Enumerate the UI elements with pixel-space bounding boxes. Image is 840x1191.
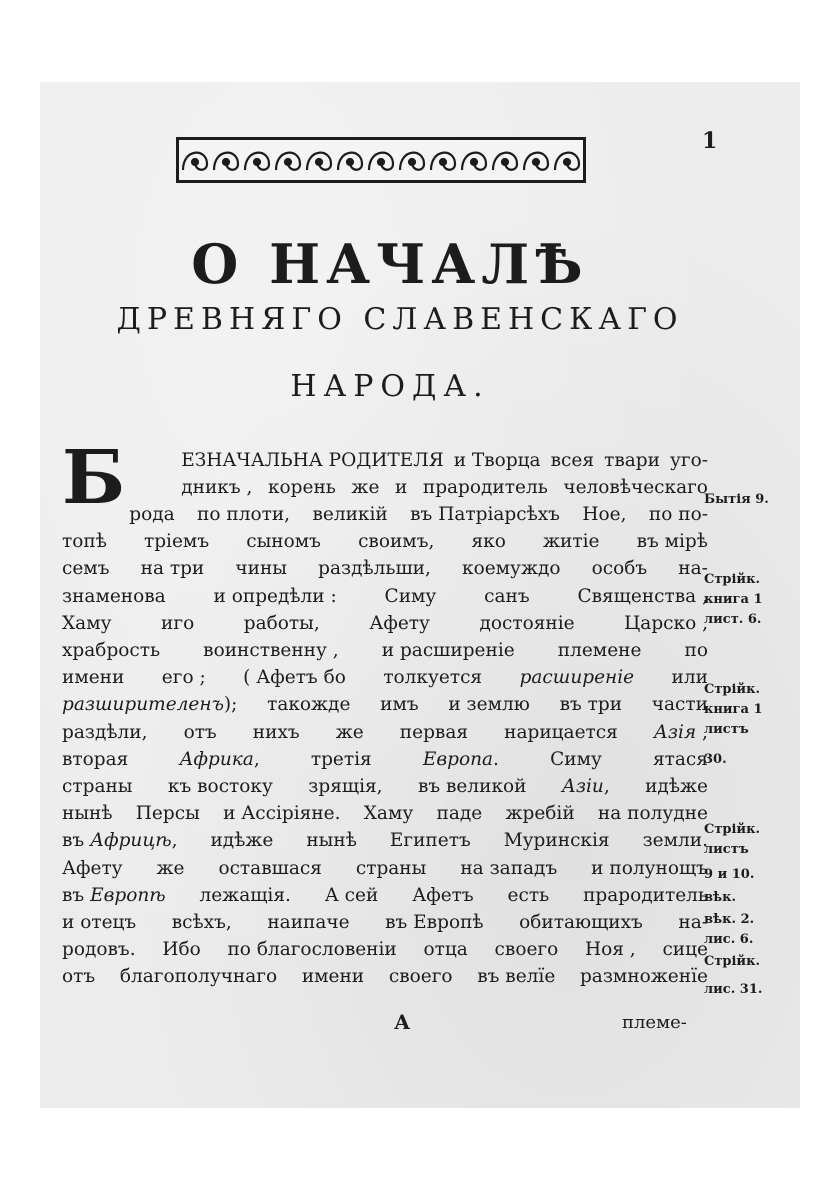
text-line: [62, 855, 708, 882]
margin-note: Стрійк.: [704, 572, 760, 587]
margin-note: лис. 6.: [704, 932, 754, 947]
margin-note: Стрійк.: [704, 682, 760, 697]
text-word: на полудне: [597, 803, 708, 825]
margin-note: листъ: [704, 722, 749, 737]
text-line: [62, 882, 708, 909]
text-line: [62, 827, 708, 854]
text-word: тріемъ: [143, 531, 210, 553]
text-word: по плоти,: [197, 504, 291, 525]
margin-note: листъ: [704, 842, 749, 857]
ornament-dot: [440, 159, 446, 165]
text-word: своимъ,: [358, 531, 435, 553]
text-word: нынѣ: [306, 830, 357, 852]
margin-note: вѣк.: [704, 890, 737, 905]
text-word: по по-: [648, 504, 708, 525]
text-line: [129, 474, 708, 501]
text-line: [62, 610, 708, 637]
text-word: Африка,: [179, 746, 259, 773]
text-word: великій: [312, 504, 388, 525]
text-word: знаменова: [62, 585, 166, 607]
ornament-dot: [502, 159, 508, 165]
text-word: Европа.: [423, 746, 499, 773]
catchword: племе-: [622, 1012, 687, 1033]
margin-note: книга 1: [704, 702, 763, 717]
text-word: нынѣ: [62, 803, 113, 825]
ornament-dot: [471, 159, 477, 165]
text-word: страны: [62, 776, 133, 798]
text-word: на три: [140, 558, 205, 580]
text-word: корень: [267, 477, 336, 499]
text-word: ятася: [652, 748, 708, 770]
italic-word: Африцѣ: [90, 830, 172, 852]
text-word: къ востоку: [167, 776, 273, 798]
text-line: [129, 501, 708, 528]
text-word: Египетъ: [389, 830, 471, 852]
margin-note: лист. 6.: [704, 612, 762, 627]
text-line: [62, 664, 708, 691]
text-word: оставшася: [218, 857, 322, 879]
text-word: идѣже: [210, 830, 274, 852]
text-word: Царско ,: [624, 612, 708, 634]
text-word: топѣ: [62, 531, 107, 553]
text-word: имъ: [380, 694, 419, 716]
title-subtitle-second: НАРОДА.: [290, 369, 490, 404]
text-line: [62, 746, 708, 773]
text-word: племене: [557, 640, 642, 662]
ornament-dot: [533, 159, 539, 165]
text-word: Муринскія: [503, 830, 610, 852]
ornament-dot: [254, 159, 260, 165]
text-line: [62, 528, 708, 555]
text-word: его ;: [161, 667, 206, 689]
text-word: и полунощъ: [591, 857, 708, 879]
text-word: въ Европѣ: [385, 912, 484, 934]
text-word: же: [351, 477, 380, 499]
italic-word: Азіи: [561, 776, 604, 798]
text-word: раздѣльши,: [318, 558, 431, 580]
body-text: [62, 435, 708, 991]
text-word: Священства ,: [577, 585, 708, 607]
text-word: паде: [436, 803, 483, 825]
text-word: въ три: [559, 694, 623, 716]
text-word: житіе: [542, 531, 600, 553]
text-word: Персы: [135, 803, 200, 825]
text-line: [62, 909, 708, 936]
text-word: воинственну ,: [203, 640, 339, 662]
text-word: имени: [62, 667, 125, 689]
italic-word: Европѣ: [90, 884, 166, 906]
ornament-dot: [409, 159, 415, 165]
text-word: въ мірѣ: [636, 531, 708, 553]
text-word: Афету: [62, 857, 123, 879]
floral-headpiece-icon: [176, 137, 586, 183]
text-line: [62, 555, 708, 582]
text-word: и Творца: [453, 450, 541, 471]
margin-note: книга 1: [704, 592, 763, 607]
text-word: первая: [399, 721, 469, 743]
text-word: и расширеніе: [381, 640, 515, 662]
margin-note: вѣк. 2.: [704, 912, 755, 927]
text-word: Азія ,: [654, 719, 708, 746]
text-line: [62, 963, 708, 990]
scanned-page: [40, 82, 800, 1108]
text-word: толкуется: [383, 667, 483, 689]
text-line: [62, 637, 708, 664]
text-word: жребій: [505, 803, 575, 825]
text-word: всѣхъ,: [171, 912, 232, 934]
text-line: [62, 800, 708, 827]
text-word: на-: [678, 558, 708, 580]
text-word: на-: [678, 912, 708, 934]
text-word: рода: [129, 504, 175, 525]
italic-word: расширеніе: [519, 667, 635, 689]
text-line: [62, 773, 708, 800]
text-word: нарицается: [504, 721, 618, 743]
text-word: и: [394, 477, 408, 499]
margin-note: 30.: [704, 752, 727, 767]
italic-word: Азія: [653, 721, 697, 743]
text-word: Симу: [550, 748, 602, 770]
ornament-dot: [223, 159, 229, 165]
text-word: третія: [310, 748, 372, 770]
text-word: обитающихъ: [519, 912, 643, 934]
text-word: ( Афетъ бо: [243, 667, 346, 689]
ornament-dot: [285, 159, 291, 165]
text-word: въ великой: [417, 776, 527, 798]
margin-note: Стрійк.: [704, 954, 760, 969]
ornament-dot: [378, 159, 384, 165]
text-word: по: [684, 640, 708, 662]
text-word: нихъ: [252, 721, 300, 743]
text-word: Ное,: [582, 504, 627, 525]
text-word: Хаму: [62, 612, 112, 634]
text-word: яко: [471, 531, 506, 553]
text-word: родовъ.: [62, 939, 136, 961]
text-word: отца: [423, 939, 468, 961]
text-word: же: [156, 857, 185, 879]
text-word: раздѣли,: [62, 721, 148, 743]
text-word: прародитель: [583, 884, 708, 906]
text-line: [62, 691, 708, 718]
text-word: А сей: [324, 884, 379, 906]
text-word: и Ассіріяне.: [223, 803, 341, 825]
text-word: же: [335, 721, 364, 743]
text-word: чины: [235, 558, 288, 580]
text-word: Симу: [384, 585, 437, 607]
text-line: [62, 583, 708, 610]
margin-note: лис. 31.: [704, 982, 763, 997]
text-word: отъ: [183, 721, 217, 743]
text-word: иго: [161, 612, 195, 634]
text-word: Ибо: [162, 939, 201, 961]
text-word: въ Патріарсѣхъ: [410, 504, 560, 525]
text-word: такожде: [267, 694, 351, 716]
text-word: въ велїе: [477, 966, 556, 988]
text-word: семъ: [62, 558, 110, 580]
text-word: особъ: [591, 558, 648, 580]
text-word: страны: [355, 857, 427, 879]
text-word: идѣже: [645, 776, 708, 798]
text-word: дникъ ,: [181, 477, 253, 499]
text-line: [129, 447, 708, 474]
text-word: своего: [388, 966, 453, 988]
text-word: Афету: [369, 612, 430, 634]
text-word: въ Европѣ: [62, 882, 166, 909]
text-word: вторая: [62, 748, 129, 770]
title-subtitle: ДРЕВНЯГО СЛАВЕНСКАГО: [116, 302, 684, 337]
text-word: Ноя ,: [584, 939, 636, 961]
text-word: благополучнаго: [119, 966, 278, 988]
text-word: отъ: [62, 966, 96, 988]
text-word: ЕЗНАЧАЛЬНА РОДИТЕЛЯ: [181, 450, 444, 471]
text-word: работы,: [243, 612, 320, 634]
text-word: уго-: [670, 450, 708, 471]
margin-note: Бытія 9.: [704, 492, 769, 507]
text-word: въ Африцѣ,: [62, 827, 177, 854]
text-line: [62, 936, 708, 963]
text-word: имени: [301, 966, 365, 988]
page-number: 1: [702, 128, 718, 154]
italic-word: разширителенъ: [62, 694, 224, 716]
text-word: твари: [604, 450, 660, 471]
text-word: или: [671, 667, 708, 689]
italic-word: Африка: [179, 748, 254, 770]
text-word: сице: [662, 939, 708, 961]
text-word: Азіи,: [562, 773, 610, 800]
ornament-dot: [347, 159, 353, 165]
text-word: зрящія,: [308, 776, 383, 798]
margin-note: 9 и 10.: [704, 867, 755, 882]
text-word: сыномъ: [246, 531, 321, 553]
text-word: своего: [494, 939, 559, 961]
ornament-dot: [316, 159, 322, 165]
text-word: [520, 664, 635, 691]
italic-word: Европа: [422, 748, 494, 770]
text-word: Хаму: [363, 803, 414, 825]
text-word: всея: [550, 450, 595, 471]
text-line: [62, 719, 708, 746]
text-word: наипаче: [267, 912, 350, 934]
text-word: размноженїе: [579, 966, 708, 988]
text-word: санъ: [484, 585, 530, 607]
text-word: Афетъ: [412, 884, 474, 906]
signature-mark: А: [394, 1010, 411, 1034]
drop-cap: Б: [62, 435, 126, 521]
text-word: есть: [507, 884, 550, 906]
text-word: прародитель: [422, 477, 548, 499]
margin-note: Стрійк.: [704, 822, 760, 837]
ornament-dot: [564, 159, 570, 165]
text-word: человѣческаго: [563, 477, 708, 499]
ornament-dot: [192, 159, 198, 165]
text-word: лежащія.: [199, 884, 291, 906]
text-word: разширителенъ);: [62, 691, 237, 718]
text-word: земли.: [642, 830, 708, 852]
text-word: достояніе: [479, 612, 575, 634]
text-word: и землю: [448, 694, 530, 716]
text-word: и опредѣли :: [213, 585, 337, 607]
title-main: О НАЧАЛѢ: [191, 232, 589, 296]
text-word: на западъ: [460, 857, 558, 879]
text-word: по благословеніи: [227, 939, 397, 961]
text-word: и отецъ: [62, 912, 137, 934]
text-word: храбрость: [62, 640, 161, 662]
text-word: части: [651, 694, 708, 716]
text-word: коемуждо: [462, 558, 561, 580]
